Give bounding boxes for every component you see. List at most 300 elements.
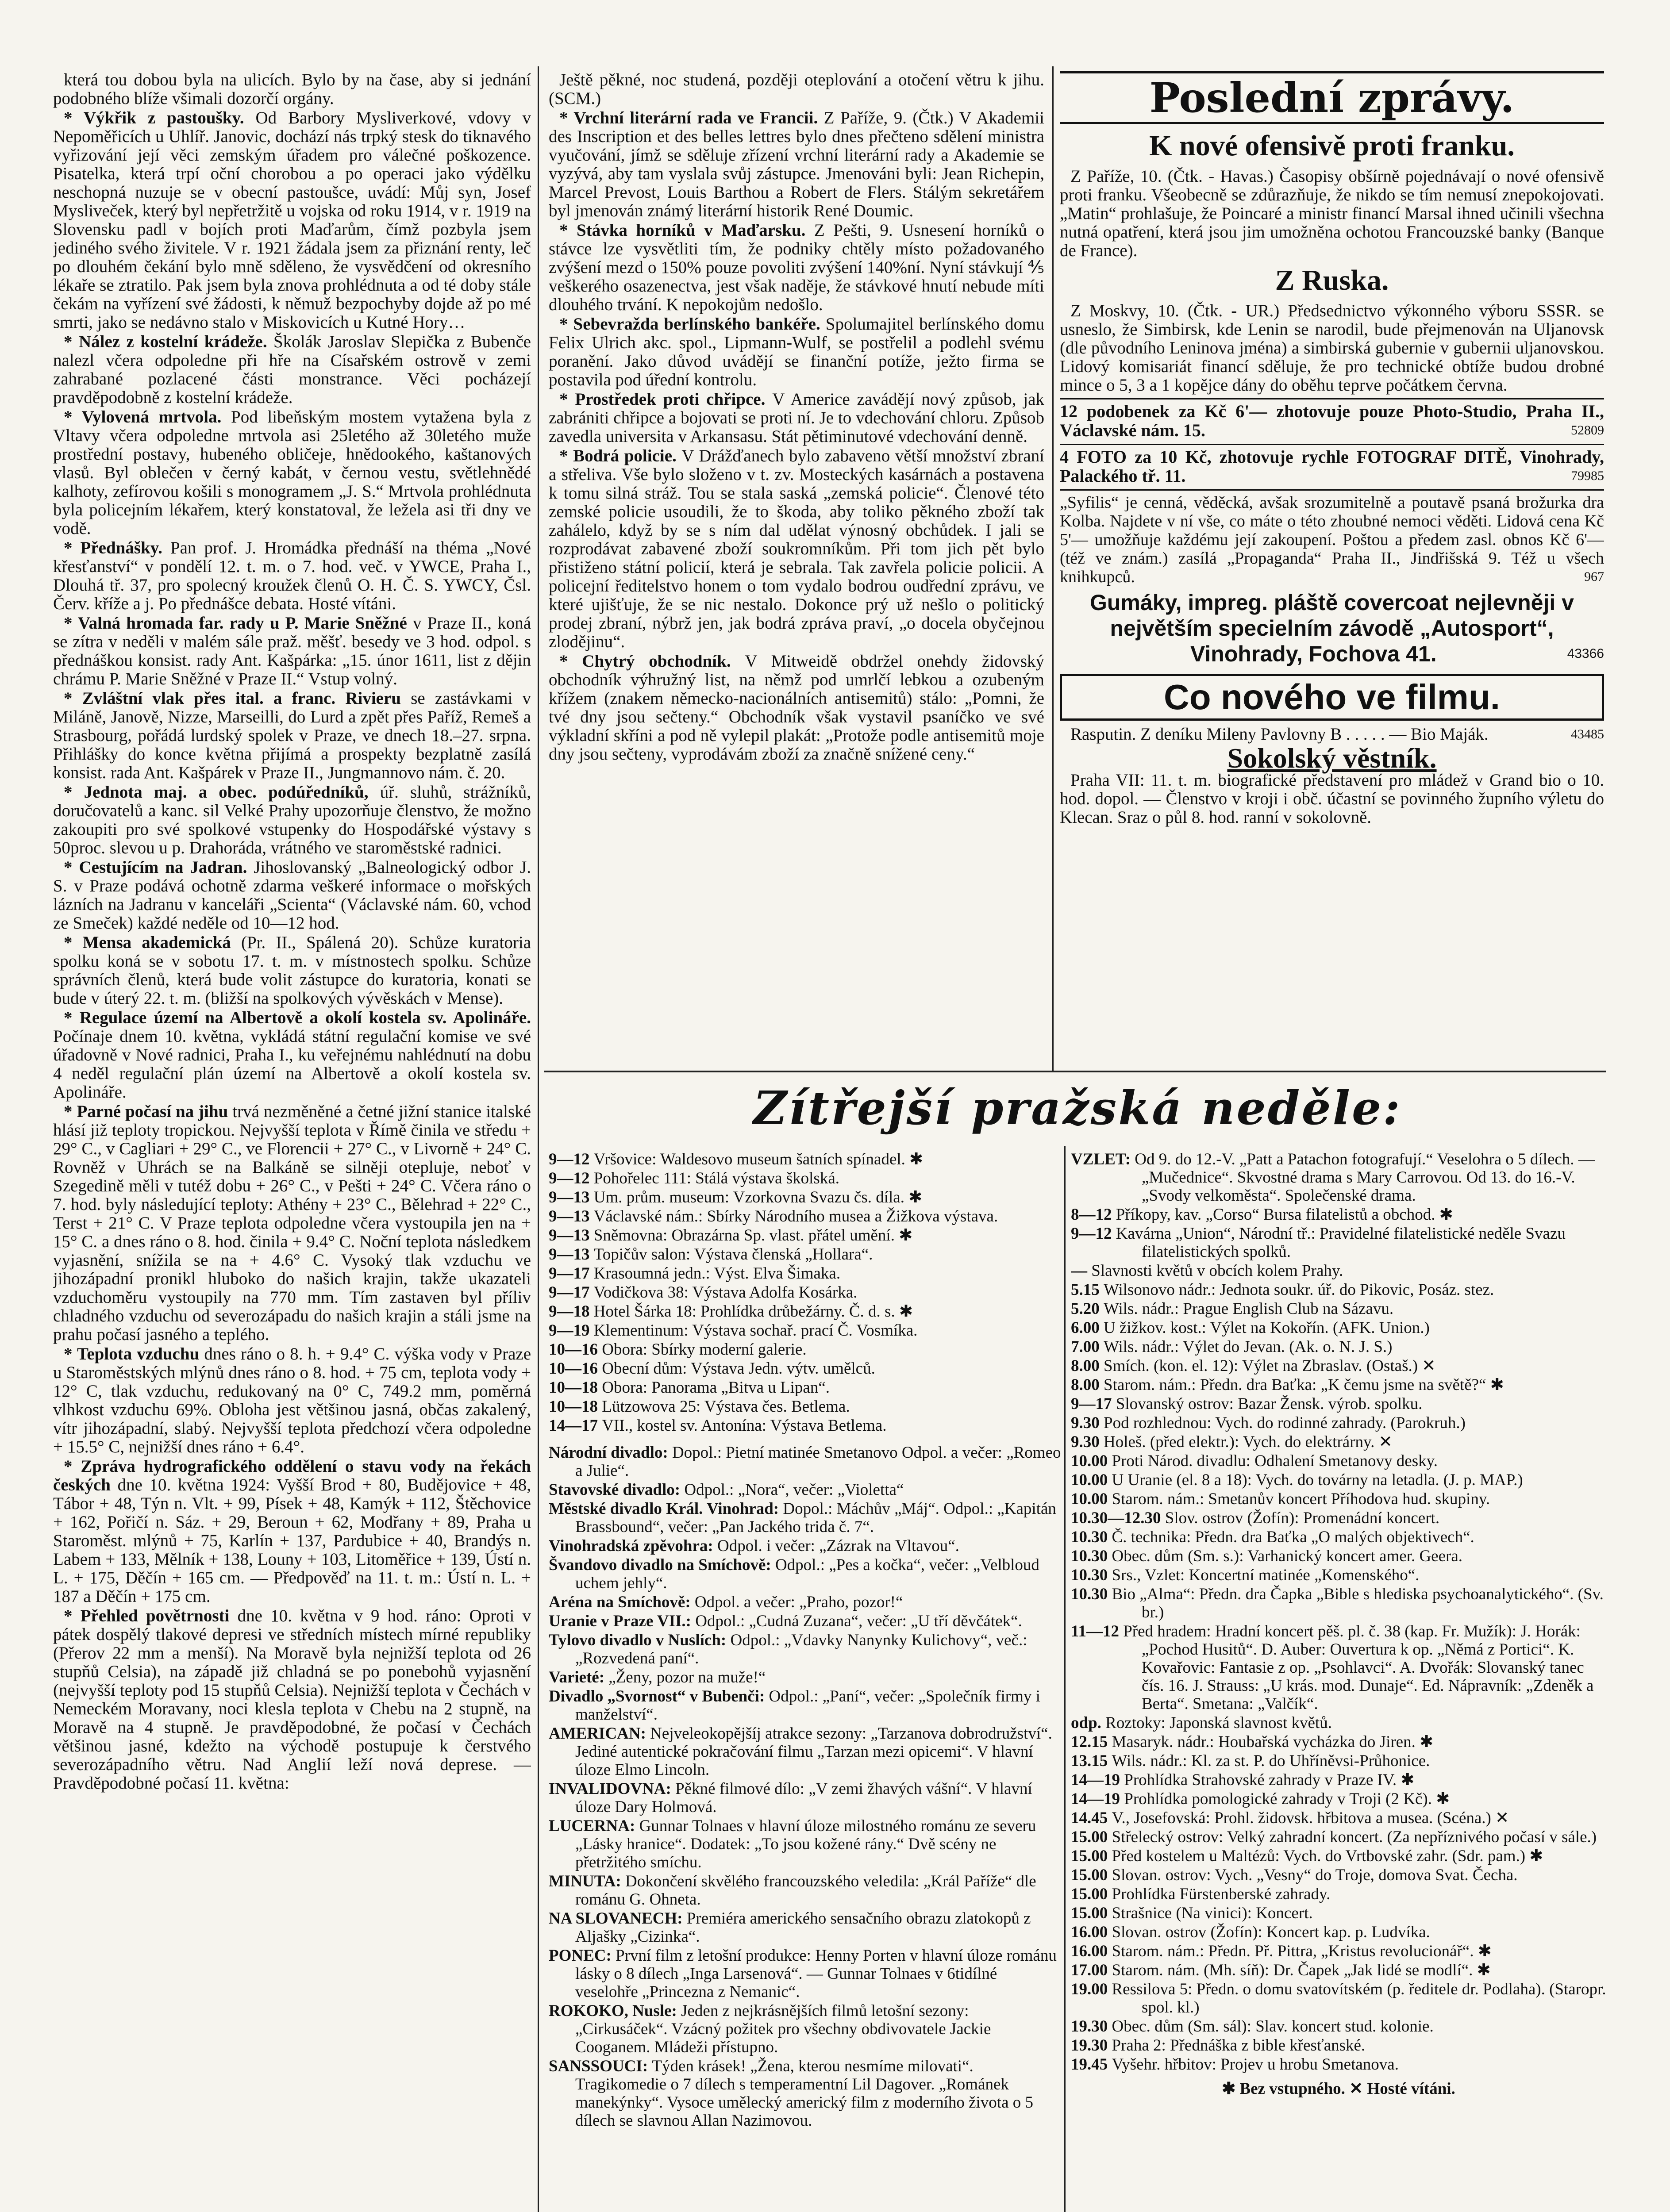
article-heading: * Prostředek proti chřipce.: [559, 390, 773, 409]
event-description: Slov. ostrov (Žofín): Promenádní koncert.: [1165, 1509, 1440, 1527]
article-paragraph: [53, 933, 531, 1008]
column-divider: [538, 66, 539, 2212]
event-time: 10—18: [549, 1379, 602, 1397]
article-paragraph: [53, 614, 531, 688]
event-description: Topičův salon: Výstava členská „Hollara“.: [593, 1245, 873, 1263]
news-column-middle: [549, 71, 1044, 1075]
article-heading: * Parné počasí na jihu: [64, 1102, 233, 1121]
advert-syfilis-booklet: „Syfilis“ je cenná, věděcká, avšak srozumitelně a poutavě psaná brožurka dra Kolba. Najdete v ní vše, co máte o této zhoubné nemoci věděti. Lidová cena Kč 5'— umožňuje každému její zakoupení. Poštou a předem zasl. obnos Kč 6'— (též ve znám.) zasílá „Propaganda“ Praha II., Jindřišská 9. Též u všech knihkupců. 967: [1060, 489, 1604, 586]
event-time: 9.30: [1071, 1433, 1104, 1451]
article-paragraph: [53, 1102, 531, 1344]
event-description: Václavské nám.: Sbírky Národního musea a Žižkova výstava.: [593, 1207, 998, 1225]
event-row: [1071, 1262, 1606, 1280]
event-description: Odpol. i večer: „Zázrak na Vltavou“.: [717, 1537, 959, 1555]
event-description: Odpol. a večer: „Praho, pozor!“: [694, 1593, 903, 1611]
article-text: V Mitweidě obdržel onehdy židovský obchodník výhružný list, na němž pod umrlčí lebkou a ozubeným křížem (znakem německo-nacionálních antisemitů) stálo: „Pomni, že tvé dny jsou sečteny.“ Obchodník však vystavil psaníčko ve své výkladní skříni a pod ně vylepil plakát: „Protože podle antisemitů moje dny jsou sečteny, vyprodávám zboží za značně snížené ceny.“: [549, 652, 1044, 764]
event-time: 19.30: [1071, 2017, 1112, 2035]
article-paragraph: [53, 539, 531, 613]
event-description: Prohlídka Strahovské zahrady v Praze IV. ✱: [1124, 1771, 1415, 1789]
article-paragraph: [53, 408, 531, 538]
advert-autosport: Gumáky, impreg. pláště covercoat nejlevněji v největším specielním závodě „Autosport“, Vinohrady, Fochova 41. 43366: [1090, 590, 1604, 666]
article-paragraph: [53, 1009, 531, 1102]
event-description: Klementinum: Výstava sochař. prací Č. Vosmíka.: [593, 1321, 918, 1340]
event-row: [1071, 1980, 1606, 2016]
event-time: 10.30: [1071, 1547, 1112, 1565]
event-time: 15.00: [1071, 1847, 1112, 1865]
theatre-row: [549, 1780, 1062, 1816]
event-row: [1071, 1961, 1606, 1979]
event-row: [1071, 1206, 1606, 1224]
event-time: 14.45: [1071, 1809, 1112, 1827]
event-time: Divadlo „Svornost“ v Bubenči:: [549, 1687, 769, 1705]
event-time: 9—13: [549, 1207, 594, 1225]
event-time: 10.30: [1071, 1528, 1112, 1546]
event-description: Odpol.: „Pes a kočka“, večer: „Velbloud uchem jehly“.: [575, 1556, 1039, 1592]
event-description: Wils. nádr.: Výlet do Jevan. (Ak. o. N. J. S.): [1104, 1338, 1393, 1356]
event-description: Dopol.: Pietní matinée Smetanovo Odpol. a večer: „Romeo a Julie“.: [575, 1444, 1061, 1480]
event-time: Švandovo divadlo na Smíchově:: [549, 1556, 775, 1574]
event-description: Odpol.: „Nora“, večer: „Violetta“: [684, 1481, 904, 1499]
event-description: Vyšehr. hřbitov: Projev u hrobu Smetanova.: [1112, 2055, 1399, 2074]
event-description: Odpol.: „Vdavky Nanynky Kulichovy“, več.: „Rozvedená paní“.: [575, 1631, 1027, 1667]
event-description: Vodičkova 38: Výstava Adolfa Kosárka.: [593, 1283, 858, 1302]
event-row: [1071, 1885, 1606, 1903]
article-heading: * Chytrý obchodník.: [559, 652, 745, 671]
event-row: [1071, 1338, 1606, 1356]
event-time: INVALIDOVNA:: [549, 1780, 676, 1798]
article-paragraph: [549, 315, 1044, 389]
legend-footnote: ✱ Bez vstupného. ✕ Hosté vítáni.: [1222, 2080, 1455, 2098]
theatre-row: [549, 1872, 1062, 1909]
advert-foto-dite: 4 FOTO za 10 Kč, zhotovuje rychle FOTOGRAF DITĚ, Vinohrady, Palackého tř. 11. 79985: [1060, 444, 1604, 486]
event-description: Wils. nádr.: Prague English Club na Sázavu.: [1104, 1300, 1394, 1318]
event-time: VZLET:: [1071, 1150, 1135, 1168]
event-row: [549, 1398, 1062, 1416]
event-row: [1071, 1395, 1606, 1413]
article-heading: * Stávka horníků v Maďarsku.: [559, 221, 814, 240]
sokol-section-header: Sokolský věstník.: [1227, 742, 1437, 774]
sunday-program-right: [1071, 1150, 1606, 2212]
event-description: Starom. nám.: Smetanův koncert Příhodova hud. skupiny.: [1112, 1490, 1490, 1508]
article-heading: * Zvláštní vlak přes ital. a franc. Rivieru: [64, 689, 411, 708]
event-row: [549, 1226, 1062, 1244]
event-row: [549, 1340, 1062, 1359]
article-paragraph: [549, 390, 1044, 446]
event-description: Srs., Vzlet: Koncertní matinée „Komenského“.: [1112, 1566, 1420, 1584]
theatre-row: [549, 1537, 1062, 1555]
article-text: Jihoslovanský „Balneologický odbor J. S. v Praze podává ochotně zdarma veškeré informace o mořských lázních na Jadranu v kanceláři „Scienta“ (Václavské nám. 60, vchod ze Smeček) každé neděle od 10—12 hod.: [53, 858, 531, 933]
event-description: Premiéra amerického sensačního obrazu zlatokopů z Aljašky „Cizinka“.: [575, 1909, 1031, 1946]
event-row: [549, 1321, 1062, 1340]
event-time: 15.00: [1071, 1866, 1112, 1884]
event-description: Příkopy, kav. „Corso“ Bursa filatelistů a obchod. ✱: [1116, 1206, 1453, 1224]
event-description: U žižkov. kost.: Výlet na Kokořín. (AFK. Union.): [1104, 1319, 1430, 1337]
theatre-row: [549, 2057, 1062, 2130]
article-heading: * Výkřik z pastoušky.: [64, 108, 256, 127]
event-row: [1071, 1414, 1606, 1432]
event-time: 7.00: [1071, 1338, 1104, 1356]
article-heading: * Vylovená mrtvola.: [64, 407, 231, 426]
event-row: [1071, 1714, 1606, 1732]
theatre-row: [549, 1444, 1062, 1480]
event-description: Starom. nám.: Předn. dra Baťka: „K čemu jsme na světě?“ ✱: [1104, 1376, 1504, 1394]
article-heading: * Valná hromada far. rady u P. Marie Sněžné: [64, 614, 413, 633]
event-time: 9—17: [549, 1283, 594, 1302]
event-description: Prohlídka pomologické zahrady v Troji (2 Kč). ✱: [1124, 1790, 1450, 1808]
event-description: Starom. nám.: Předn. Př. Pittra, „Kristus revolucionář“. ✱: [1112, 1942, 1492, 1960]
theatre-row: [549, 1631, 1062, 1667]
article-text: (Pr. II., Spálená 20). Schůze kuratoria spolku koná se v sobotu 17. t. m. v místnostech spolku. Schůze správních členů, která bude volit zástupce do kuratoria, konati se bude v úterý 22. t. m. (bližší na spolkových vývěskách v Mense).: [53, 933, 531, 1008]
event-description: Starom. nám. (Mh. síň): Dr. Čapek „Jak lidé se modlí“. ✱: [1112, 1961, 1491, 1979]
event-time: Tylovo divadlo v Nuslích:: [549, 1631, 731, 1649]
news-text: Z Paříže, 10. (Čtk. - Havas.) Časopisy obšírně pojednávají o nové ofensivě proti franku. Všeobecně se zdůrazňuje, že nikdo se tím nemusí znepokojovati. „Matin“ prohlašuje, že Poincaré a ministr financí Marsal ihned učinili všechna nutná opatření, která jsou jim umožněna ochotou Francouzské banky (Banque de France).: [1060, 167, 1604, 260]
event-time: Městské divadlo Král. Vinohrad:: [549, 1500, 783, 1518]
article-heading: * Přehled povětrnosti: [64, 1606, 238, 1625]
event-time: 10—18: [549, 1398, 602, 1416]
event-time: 6.00: [1071, 1319, 1104, 1337]
event-time: 8.00: [1071, 1357, 1104, 1375]
article-text: v Praze II., koná se zítra v neděli v malém sále praž. měšť. besedy ve 3 hod. odpol. s přednáškou konsist. rady Ant. Kašpárka: „15. únor 1611, list z dějin chrámu P. Marie Sněžné v Praze II.“ Vstup volný.: [53, 614, 531, 688]
event-row: [1071, 1828, 1606, 1846]
event-description: Před hradem: Hradní koncert pěš. pl. č. 38 (kap. Fr. Mužík): J. Horák: „Pochod Husitů“. D. Auber: Ouvertura k op. „Němá z Portici“. K. Kovařovic: Fantasie z op. „Psohlavci“. A. Dvořák: Slovanský tanec čís. 16. J. Strauss: „U krás. mod. Dunaje“. Ed. Nápravník: „Zdeněk a Berta“. Smetana: „Valčík“.: [1123, 1622, 1594, 1713]
event-time: odp.: [1071, 1714, 1106, 1732]
event-time: —: [1071, 1262, 1092, 1280]
article-text: Z Paříže, 9. (Čtk.) V Akademii des Inscription et des belles lettres bylo dnes přečteno sdělení ministra vyučování, jímž se sděluje zřízení vrchní literární rady a Akademie se vyzývá, aby tam vyslala svůj zástupce. Jmenováni byli: Jean Richepin, Marcel Prevost, Louis Barthou a Robert de Flers. Stálým sekretářem byl jmenován známý literární historik René Doumic.: [549, 108, 1044, 220]
theatre-row: [549, 1612, 1062, 1630]
event-time: ROKOKO, Nusle:: [549, 2002, 681, 2020]
event-time: 10.00: [1071, 1471, 1112, 1489]
event-time: 9—19: [549, 1321, 594, 1340]
article-text: se zastávkami v Miláně, Janově, Nizze, Marseilli, do Lurd a zpět přes Paříž, Remeš a Strasbourg, pořádá lurdský spolek v Praze, ve dnech 18.–27. srpna. Přihlášky do konce května přijímá a prospekty bezplatně zasílá konsist. rada Ant. Kašpárek v Praze II., Jungmannovo nám. č. 20.: [53, 689, 531, 782]
article-text: Z Pešti, 9. Usnesení horníků o stávce lze vysvětliti tím, že podniky chtěly místo požadovaného zvýšení mezd o 150% pouze povoliti zvýšení 140%ní. Nyní stávkují ⅘ veškerého osazenectva, jest však naděje, že stávkové hnutí nebude míti dlouhého trvání. K nepokojům nedošlo.: [549, 221, 1044, 314]
event-description: Wilsonovo nádr.: Jednota soukr. úř. do Pikovic, Posáz. stez.: [1104, 1281, 1494, 1299]
article-paragraph: [549, 109, 1044, 220]
article-text: V Americe zavádějí nový způsob, jak zabrániti chřipce a bojovati se proti ní. Je to vdechování chloru. Způsob zavedla universita v Arkansasu. Stát pětiminutové vdechování denně.: [549, 390, 1044, 446]
event-row: [1071, 1942, 1606, 1960]
event-time: 15.00: [1071, 1904, 1112, 1922]
event-description: U Uranie (el. 8 a 18): Vych. do továrny na letadla. (J. p. MAP.): [1112, 1471, 1523, 1489]
article-heading: * Regulace území na Albertově a okolí kostela sv. Apolináře.: [64, 1008, 531, 1027]
event-row: [549, 1302, 1062, 1321]
event-description: Slovan. ostrov (Žofín): Koncert kap. p. Ludvíka.: [1112, 1923, 1430, 1941]
article-paragraph: [53, 71, 531, 108]
article-text: Ještě pěkné, noc studená, později oteplování a otočení větru k jihu. (SCM.): [549, 71, 1044, 108]
article-text: Pod libeňským mostem vytažena byla z Vltavy včera odpoledne mrtvola asi 25letého až 30letého muže prostřední postavy, hubeného obličeje, hnědookého, kaštanových vlasů. Byl oblečen v černý kabát, v černou vestu, světlehnědé kalhoty, zefírovou košili s monogramem „J. S.“ Mrtvola prohlédnuta byla policejním lékařem, který konstatoval, že ležela asi tři dny ve vodě.: [53, 407, 531, 538]
article-heading: * Přednášky.: [64, 538, 170, 557]
event-time: 9—17: [1071, 1395, 1116, 1413]
event-description: Holeš. (před elektr.): Vych. do elektrárny. ✕: [1104, 1433, 1393, 1451]
event-row: [1071, 1452, 1606, 1470]
event-description: Praha 2: Přednáška z bible křesťanské.: [1112, 2036, 1366, 2055]
event-row: [1071, 1300, 1606, 1318]
article-text: trvá nezměněné a četné jižní stanice italské hlásí již teploty tropickou. Nejvyšší teplota v Římě činila ve středu + 29° C., v Cagliari + 29° C., ve Florencii + 27° C., v Livorně + 24° C. Rovněž v Uhrách se na Balkáně se silněji otepluje, neboť v Szegedině měli v tutéž dobu + 26° C., v Pešti + 24° C. Včera ráno o 7. hod. byly následující teploty: Athény + 23° C., Bělehrad + 22° C., Terst + 21° C. V Praze teplota odpoledne včera vystoupila jen na + 15° C. a dnes ráno o 8. hod. činila + 9.4° C. Noční teplota následkem vyjasnění, snížila se na + 4.6° C. Vysoký tlak vzduchu ve jihozápadní pronikl hluboko do našich krajin, takže ukazateli vzduchoměru vystoupily na 770 mm. Tím zastaven byl příliv chladného vzduchu od severozápadu do našich krajin a stáli jsme na prahu počasí jasného a teplého.: [53, 1102, 531, 1344]
event-time: 10—16: [549, 1359, 602, 1378]
event-row: [549, 1150, 1062, 1168]
sunday-program-left: [549, 1150, 1062, 2212]
event-row: [1071, 1471, 1606, 1489]
article-paragraph: [53, 1345, 531, 1456]
event-row: [549, 1207, 1062, 1225]
event-description: Slovan. ostrov: Vych. „Vesny“ do Troje, domova Svat. Čecha.: [1112, 1866, 1518, 1884]
event-row: [1071, 1281, 1606, 1299]
event-time: 5.15: [1071, 1281, 1104, 1299]
event-time: 10.00: [1071, 1490, 1112, 1508]
event-time: 11—12: [1071, 1622, 1124, 1640]
event-time: 10.00: [1071, 1452, 1112, 1470]
event-description: „Ženy, pozor na muže!“: [608, 1668, 766, 1686]
event-description: Před kostelem u Maltézů: Vych. do Vrtbovské zahr. (Sdr. pam.) ✱: [1112, 1847, 1543, 1865]
article-paragraph: [53, 333, 531, 407]
event-row: [1071, 1528, 1606, 1546]
sokol-text: Praha VII: 11. t. m. biografické představení pro mládež v Grand bio o 10. hod. dopol. — Členstvo v kroji i obč. účastní se povinného župního výletu do Klecan. Sraz o půl 8. hod. ranní v sokolovně.: [1060, 771, 1604, 827]
column-divider: [1052, 66, 1054, 1071]
event-time: 19.45: [1071, 2055, 1112, 2074]
event-description: Sněmovna: Obrazárna Sp. vlast. přátel umění. ✱: [593, 1226, 913, 1244]
article-text: V Drážďanech bylo zabaveno větší množství zbraní a střeliva. Vše bylo složeno v t. zv. Mosteckých kasárnách a postavena k tomu silná stráž. Tou se stala saská „zemská policie“. Členové této zemské policie usoudili, že to škoda, aby toliko pěkného zboží tak zahálelo, když by se s ním dal udělat výnosný obchůdek. I jali se rozprodávat zabavené zboží soukromníkům. Při tom jich pět bylo přistiženo státní policií, která je sebrala. Tak zavřela policie policii. A policejní ředitelstvo honem o tom vydalo bodrou oudřední zprávu, ve které ujišťuje, že se nic nestalo. Dokonce prý už nešlo o politický prodej zbraní, nýbrž jen, jak bodrá zpráva praví, „o docela obyčejnou zlodějinu“.: [549, 446, 1044, 651]
event-row: [1071, 1225, 1606, 1261]
film-section-header: Co nového ve filmu.: [1060, 674, 1604, 721]
event-description: Strašnice (Na vinici): Koncert.: [1112, 1904, 1313, 1922]
event-description: Od 9. do 12.-V. „Patt a Patachon fotografují.“ Veselohra o 5 dílech. — „Mučednice“. Skvostné drama s Mary Carrovou. Od 13. do 16.-V. „Svody velkoměsta“. Společenské drama.: [1135, 1150, 1595, 1205]
event-row: [1071, 2036, 1606, 2055]
article-paragraph: [549, 652, 1044, 764]
event-description: Pod rozhlednou: Vych. do rodinné zahrady. (Parokruh.): [1104, 1414, 1466, 1432]
event-time: AMERICAN:: [549, 1724, 650, 1743]
theatre-row: [549, 1817, 1062, 1871]
event-description: Roztoky: Japonská slavnost květů.: [1105, 1714, 1332, 1732]
article-paragraph: [549, 447, 1044, 651]
event-description: Odpol.: „Cudná Zuzana“, večer: „U tří děvčátek“.: [695, 1612, 1022, 1630]
event-description: Smích. (kon. el. 12): Výlet na Zbraslav. (Ostaš.) ✕: [1104, 1357, 1436, 1375]
event-row: [1071, 1547, 1606, 1565]
theatre-row: [549, 1909, 1062, 1946]
event-time: 8—12: [1071, 1206, 1116, 1224]
event-description: Týden krásek! „Žena, kterou nesmíme milovati“. Tragikomedie o 7 dílech s temperamentní Lil Dagover. „Románek manekýnky“. Vysoce umělecký americký film z moderního života o 5 dílech se slavnou Allan Nazimovou.: [575, 2057, 1034, 2130]
latest-news-header: Poslední zprávy.: [1060, 71, 1604, 124]
article-paragraph: [53, 783, 531, 857]
article-text: dne 10. května 1924: Vyšší Brod + 80, Budějovice + 48, Tábor + 48, Týn n. Vlt. + 99, Písek + 48, Kamýk + 112, Štěchovice + 162, Pořičí n. Sáz. + 29, Beroun + 62, Modřany + 89, Praha u Staroměst. mlýnů + 75, Karlín + 137, Pardubice + 40, Brandýs n. Labem + 133, Mělník + 138, Louny + 103, Litoměřice + 139, Ústí n. L. + 175, Děčín + 165 cm. — Předpověď na 11. t. m.: Ústí n. L. + 187 a Děčín + 175 cm.: [53, 1475, 531, 1606]
theatre-row: [549, 1668, 1062, 1686]
event-row: [1071, 2055, 1606, 2074]
event-description: Lützowova 25: Výstava čes. Betlema.: [602, 1398, 850, 1416]
event-row: [549, 1245, 1062, 1263]
article-heading: * Vrchní literární rada ve Francii.: [559, 108, 824, 127]
event-description: Hotel Šárka 18: Prohlídka drůbežárny. Č. d. s. ✱: [593, 1302, 913, 1321]
event-time: MINUTA:: [549, 1872, 625, 1890]
event-time: 10—16: [549, 1340, 602, 1359]
theatre-row: [549, 1593, 1062, 1611]
event-row: [1071, 1433, 1606, 1451]
article-paragraph: [53, 109, 531, 332]
article-heading: * Nález z kostelní krádeže.: [64, 332, 274, 351]
article-heading: * Teplota vzduchu: [64, 1344, 204, 1363]
event-row: [1071, 1790, 1606, 1808]
event-row: [1071, 1319, 1606, 1337]
event-row: [1071, 1847, 1606, 1865]
event-time: 9—18: [549, 1302, 594, 1321]
theatre-row: [549, 1947, 1062, 2001]
article-paragraph: [549, 71, 1044, 108]
event-row: [1071, 1509, 1606, 1527]
event-description: VII., kostel sv. Antonína: Výstava Betlema.: [602, 1417, 887, 1435]
event-time: 17.00: [1071, 1961, 1112, 1979]
event-description: V., Josefovská: Prohl. židovsk. hřbitova a musea. (Scéna.) ✕: [1112, 1809, 1509, 1827]
sunday-program-title: Zítřejší pražská neděle:: [753, 1081, 1402, 1135]
event-row: [1071, 1585, 1606, 1621]
event-row: [1071, 1490, 1606, 1508]
event-time: 9—12: [1071, 1225, 1116, 1243]
event-time: PONEC:: [549, 1947, 616, 1965]
event-description: Pohořelec 111: Stálá výstava školská.: [593, 1169, 839, 1187]
event-description: Um. prům. museum: Vzorkovna Svazu čs. díla. ✱: [593, 1188, 923, 1206]
event-row: [1071, 1752, 1606, 1770]
event-description: Prohlídka Fürstenberské zahrady.: [1112, 1885, 1331, 1903]
event-time: 19.30: [1071, 2036, 1112, 2055]
article-heading: * Cestujícím na Jadran.: [64, 858, 254, 877]
event-description: Kavárna „Union“, Národní tř.: Pravidelné filatelistické neděle Svazu filatelistických spolků.: [1116, 1225, 1566, 1261]
event-description: Obora: Sbírky moderní galerie.: [602, 1340, 807, 1359]
article-text: která tou dobou byla na ulicích. Bylo by na čase, aby si jednání podobného blíže všimali dozorčí orgány.: [53, 71, 531, 108]
event-row: [1071, 1733, 1606, 1751]
article-paragraph: [549, 221, 1044, 314]
event-time: LUCERNA:: [549, 1817, 639, 1835]
event-description: Střelecký ostrov: Velký zahradní koncert. (Za nepříznivého počasí v sále.): [1112, 1828, 1597, 1846]
column-divider: [1064, 1146, 1066, 2212]
event-time: 10.30: [1071, 1585, 1112, 1603]
event-time: 9—12: [549, 1150, 594, 1168]
news-column-left: [53, 71, 531, 2212]
event-row: [1071, 1376, 1606, 1394]
event-time: SANSSOUCI:: [549, 2057, 652, 2075]
event-description: Vršovice: Waldesovo museum šatních spínadel. ✱: [593, 1150, 924, 1168]
event-row: [549, 1283, 1062, 1302]
event-time: 14—17: [549, 1417, 602, 1435]
event-description: Wils. nádr.: Kl. za st. P. do Uhříněvsi-Průhonice.: [1112, 1752, 1430, 1770]
theatre-row: [549, 1500, 1062, 1536]
film-text: Rasputin. Z deníku Mileny Pavlovny B . . . . . — Bio Maják. 43485: [1070, 725, 1604, 744]
article-heading: * Bodrá policie.: [559, 446, 682, 465]
article-text: Školák Jaroslav Slepička z Bubenče nalezl včera odpoledne při hře na Císařském ostrově v zemi zahrabané pozlacené části monstrance. Věci pocházejí pravděpodobně z kostelní krádeže.: [53, 332, 531, 407]
event-description: Obec. dům (Sm. s.): Varhanický koncert amer. Geera.: [1112, 1547, 1463, 1565]
event-time: 9.30: [1071, 1414, 1104, 1432]
article-paragraph: [53, 689, 531, 782]
event-time: 9—12: [549, 1169, 594, 1187]
article-heading: * Mensa akademická: [64, 933, 241, 952]
article-text: Pan prof. J. Hromádka přednáší na théma „Nové křesťanství“ v pondělí 12. t. m. o 7. hod. več. v YWCE, Praha I., Dlouhá tř. 37, pro spolecný kroužek členů O. H. Č. S. YWCY, Čsl. Červ. kříže a j. Po přednášce debata. Hosté vítáni.: [53, 538, 531, 613]
article-paragraph: [53, 1607, 531, 1793]
event-time: 10.30: [1071, 1566, 1112, 1584]
event-row: [1071, 1150, 1606, 1205]
article-text: Počínaje dnem 10. května, vykládá státní regulační komise ve své úřadovně v Nové radnici, Praha I., ku veřejnému nahlédnutí na dobu 4 neděl regulační plán území na Albertově a okolí kostela sv. Apolináře.: [53, 1027, 531, 1102]
event-description: Odpol.: „Paní“, večer: „Společník firmy i manželství“.: [575, 1687, 1040, 1724]
event-time: NA SLOVANECH:: [549, 1909, 687, 1928]
event-time: Vinohradská zpěvohra:: [549, 1537, 718, 1555]
event-description: Dopol.: Máchův „Máj“. Odpol.: „Kapitán Brassbound“, večer: „Pan Jackého trida č. 7“.: [575, 1500, 1056, 1536]
event-description: Č. technika: Předn. dra Baťka „O malých objektivech“.: [1112, 1528, 1474, 1546]
event-time: Stavovské divadlo:: [549, 1481, 685, 1499]
article-text: Spolumajitel berlínského domu Felix Ulrich akc. spol., Lipmann-Wulf, se postřelil a podlehl svému poranění. Jako důvod uvádějí se finanční potíže, ježto firma se postavila pod úřední kontrolu.: [549, 315, 1044, 389]
news-title: Z Ruska.: [1275, 264, 1389, 296]
event-row: [549, 1188, 1062, 1206]
article-text: úř. sluhů, strážníků, doručovatelů a kanc. sil Velké Prahy upozorňuje členstvo, že možno zakoupiti pro své spolkové vstupenky do Hospodářské výstavy s 50proc. slevou u p. Drahoráda, vrátného ve staroměstské radnici.: [53, 783, 531, 857]
advert-photo-studio: 12 podobenek za Kč 6'— zhotovuje pouze Photo-Studio, Praha II., Václavské nám. 15. 52809: [1060, 398, 1604, 440]
event-time: 19.00: [1071, 1980, 1112, 1998]
event-description: Nejveleokopějšíj atrakce sezony: „Tarzanova dobrodružství“. Jediné autentické pokračování filmu „Tarzan mezi opicemi“. V hlavní úloze Elmo Lincoln.: [575, 1724, 1052, 1779]
theatre-row: [549, 1556, 1062, 1592]
event-description: Pěkné filmové dílo: „V zemi žhavých vášní“. V hlavní úloze Dary Holmová.: [575, 1780, 1032, 1816]
event-time: 16.00: [1071, 1942, 1112, 1960]
event-description: Dokončení skvělého francouzského veledila: „Král Paříže“ dle románu G. Ohneta.: [575, 1872, 1036, 1909]
event-row: [1071, 1357, 1606, 1375]
article-text: dne 10. května v 9 hod. ráno: Oproti v pátek dospělý tlakové depresi ve středních místech mírné republiky (Přerov 22 mm a menší). Na Moravě byla nejnižší teplota od 26 stupňů Celsia), na západě již chladná se po ponebohů vyjasnění (nejvyšší teploty pod 15 stupňů Celsia). Nejnižší teplota v Čechách v Nemeckém Moravany, noci klesla teplota v Chebu na 2 stupně, na Moravě na 4 stupně. Je pravděpodobné, že počasí v Čechách většinou jasné, kdežto na východě postupuje k čerstvého severozápadního větru. Nad Anglií leží nová deprese. — Pravděpodobné počasí 11. května:: [53, 1606, 531, 1793]
article-heading: * Jednota maj. a obec. podúředníků,: [64, 783, 380, 802]
event-description: Masaryk. nádr.: Houbařská vycházka do Jiren. ✱: [1112, 1733, 1434, 1751]
article-text: Od Barbory Mysliverkové, vdovy v Nepoměřicích u Uhlíř. Janovic, dochází nás trpký stesk do tiknavého vyřizování její věci zemským úřadem pro válečné poškozence. Pisatelka, která trpí oční chorobou a po operaci jako výdělku neschopná nuzuje se v obecní pastoušce, uvádí: Můj syn, Josef Mysliveček, který byl nepřetržitě u vojska od roku 1914, v r. 1919 na Slovensku padl v bojích proti Maďarům, čímž pozbyla jsem jediného svého živitele. V r. 1921 žádala jsem za přiznání renty, leč po dlouhém čekání bylo mně sděleno, že vysvědčení od okresního lékaře se ztratilo. Pak jsem byla znova prohlédnuta a od té doby stále čekám na vyřízení své žádosti, k němuž bezpochyby dojde až po mé smrti, jako se nedávno stalo v Miskovicích u Kutné Hory…: [53, 108, 531, 332]
theatre-row: [549, 1687, 1062, 1724]
news-text: Z Moskvy, 10. (Čtk. - UR.) Předsednictvo výkonného výboru SSSR. se usneslo, že Simbirsk, kde Lenin se narodil, bude přejmenován na Uljanovsk (dle původního Leninova jména) a simbirská gubernie v gubernii uljanovskou. Lidový komisariát financí sděluje, že pro technické obtíže budou drobné mince o 5, 3 a 1 kopějce dány do oběhu teprve počátkem června.: [1060, 301, 1604, 395]
event-time: 9—13: [549, 1245, 594, 1263]
event-description: Slovanský ostrov: Bazar Žensk. výrob. spolku.: [1116, 1395, 1423, 1413]
event-description: Obecní dům: Výstava Jedn. výtv. umělců.: [602, 1359, 875, 1378]
event-time: Aréna na Smíchově:: [549, 1593, 695, 1611]
event-row: [1071, 1923, 1606, 1941]
event-description: Obec. dům (Sm. sál): Slav. koncert stud. kolonie.: [1112, 2017, 1434, 2035]
article-paragraph: [53, 1457, 531, 1606]
event-row: [549, 1359, 1062, 1378]
article-heading: * Zpráva hydrografického oddělení o stavu vody na řekách českých: [53, 1457, 531, 1494]
event-time: Národní divadlo:: [549, 1444, 672, 1462]
event-row: [1071, 1566, 1606, 1584]
event-description: Ressilova 5: Předn. o domu svatovítském (p. ředitele dr. Podlaha). (Staropr. spol. kl.): [1112, 1980, 1606, 2016]
event-description: Gunnar Tolnaes v hlavní úloze milostného románu ze severu „Lásky hranice“. Dodatek: „To jsou kožené rány.“ Dvě scény ne přetržitého smíchu.: [575, 1817, 1036, 1871]
theatre-row: [549, 2002, 1062, 2056]
event-row: [549, 1417, 1062, 1435]
event-row: [549, 1264, 1062, 1283]
event-description: Obora: Panorama „Bitva u Lipan“.: [602, 1379, 830, 1397]
event-row: [1071, 1904, 1606, 1922]
event-description: Jeden z nejkrásnějších filmů letošní sezony: „Cirkusáček“. Vzácný požitek pro všechny obdivovatele Jackie Cooganem. Mládeži přístupno.: [575, 2002, 991, 2056]
event-description: Bio „Alma“: Předn. dra Čapka „Bible s hlediska psychoanalytického“. (Sv. br.): [1112, 1585, 1604, 1621]
event-row: [549, 1169, 1062, 1187]
event-time: 14—19: [1071, 1771, 1124, 1789]
event-row: [1071, 1622, 1606, 1713]
event-time: 14—19: [1071, 1790, 1124, 1808]
event-time: 16.00: [1071, 1923, 1112, 1941]
event-time: 12.15: [1071, 1733, 1112, 1751]
article-paragraph: [53, 858, 531, 933]
event-time: 8.00: [1071, 1376, 1104, 1394]
theatre-row: [549, 1724, 1062, 1779]
event-description: Krasoumná jedn.: Výst. Elva Šimaka.: [593, 1264, 841, 1283]
event-row: [1071, 1866, 1606, 1884]
event-time: 10.30—12.30: [1071, 1509, 1165, 1527]
event-row: [549, 1379, 1062, 1397]
event-row: [1071, 2017, 1606, 2035]
event-row: [1071, 1809, 1606, 1827]
event-time: 15.00: [1071, 1828, 1112, 1846]
latest-news-column: [1060, 71, 1604, 1075]
article-text: dnes ráno o 8. h. + 9.4° C. výška vody v Praze u Staroměstských mlýnů dnes ráno o 8. hod. + 75 cm, teplota vody + 12° C, tlak vzduchu, redukovaný na 0° C, 749.2 mm, poměrná vlhkost vzduchu 69%. Obloha jest většinou jasná, občas zakalený, vítr jihozápadní, slabý. Nejvyšší teplota předchozí včera odpoledne + 15.5° C, nejnižší dnes ráno + 6.4°.: [53, 1344, 531, 1456]
event-time: 9—13: [549, 1188, 594, 1206]
news-title: K nové ofensivě proti franku.: [1149, 130, 1515, 162]
event-time: 5.20: [1071, 1300, 1104, 1318]
event-time: 13.15: [1071, 1752, 1112, 1770]
event-time: 9—17: [549, 1264, 594, 1283]
event-row: [1071, 1771, 1606, 1789]
event-time: Uranie v Praze VII.:: [549, 1612, 696, 1630]
theatre-row: [549, 1481, 1062, 1499]
event-description: Slavnosti květů v obcích kolem Prahy.: [1091, 1262, 1343, 1280]
